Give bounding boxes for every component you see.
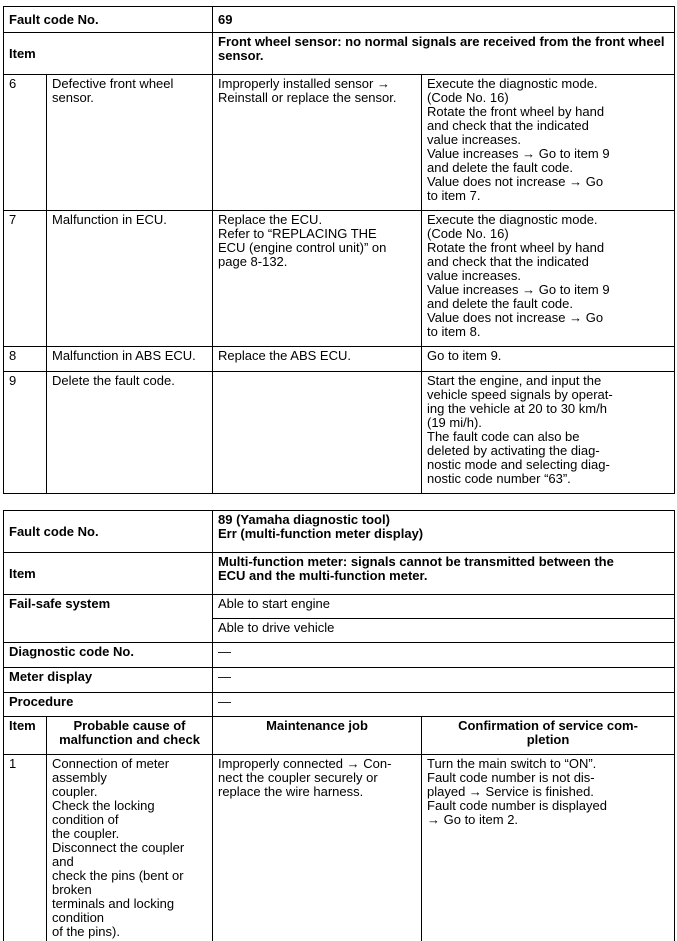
diagnostic-code-label: Diagnostic code No.	[4, 643, 213, 668]
row-job: Replace the ECU. Refer to “REPLACING THE ECU (engine control unit)” on page 8-132.	[213, 211, 422, 347]
procedure-label: Procedure	[4, 693, 213, 717]
col-header-cause: Probable cause of malfunction and check	[47, 717, 213, 755]
item-value: Multi-function meter: signals cannot be transmitted between the ECU and the multi-function meter.	[213, 553, 675, 595]
row-item-no: 6	[4, 75, 47, 211]
row-job: Replace the ABS ECU.	[213, 347, 422, 372]
row-cause: Defective front wheel sensor.	[47, 75, 213, 211]
table-row	[4, 372, 675, 494]
fault-code-69-table	[3, 6, 675, 494]
row-job	[213, 372, 422, 494]
row-confirm: Go to item 9.	[422, 347, 675, 372]
fault-code-label: Fault code No.	[4, 511, 213, 553]
row-item-no: 7	[4, 211, 47, 347]
failsafe-value: Able to start engine	[213, 595, 675, 619]
row-confirm: Execute the diagnostic mode. (Code No. 16) Rotate the front wheel by hand and check that the indicated value increases. Value increases → Go to item 9 and delete the fault code. Value does not increase → Go to item 8.	[422, 211, 675, 347]
col-header-job: Maintenance job	[213, 717, 422, 755]
meter-display-value: —	[213, 668, 675, 693]
failsafe-label: Fail-safe system	[4, 595, 213, 643]
fault-code-89-table	[3, 510, 675, 941]
row-cause: Malfunction in ABS ECU.	[47, 347, 213, 372]
diagnostic-code-value: —	[213, 643, 675, 668]
row-cause: Delete the fault code.	[47, 372, 213, 494]
col-header-item: Item	[4, 717, 47, 755]
row-item-no: 8	[4, 347, 47, 372]
row-cause: Connection of meter assembly coupler. Check the locking condition of the coupler. Disconnect the coupler and check the pins (bent or broken terminals and locking condition of the pins).	[47, 755, 213, 941]
table-row	[4, 347, 675, 372]
item-label: Item	[4, 553, 213, 595]
column-header-row	[4, 717, 675, 755]
meter-display-label: Meter display	[4, 668, 213, 693]
row-item-no: 1	[4, 755, 47, 941]
item-value: Front wheel sensor: no normal signals are received from the front wheel sensor.	[213, 33, 675, 75]
fault-code-value: 89 (Yamaha diagnostic tool) Err (multi-function meter display)	[213, 511, 675, 553]
row-item-no: 9	[4, 372, 47, 494]
table-row	[4, 75, 675, 211]
row-confirm: Execute the diagnostic mode. (Code No. 16) Rotate the front wheel by hand and check that the indicated value increases. Value increases → Go to item 9 and delete the fault code. Value does not increase → Go to item 7.	[422, 75, 675, 211]
procedure-value: —	[213, 693, 675, 717]
item-label: Item	[4, 33, 213, 75]
failsafe-value: Able to drive vehicle	[213, 619, 675, 643]
col-header-confirm: Confirmation of service com- pletion	[422, 717, 675, 755]
row-confirm: Start the engine, and input the vehicle speed signals by operat- ing the vehicle at 20 to 30 km/h (19 mi/h). The fault code can also be deleted by activating the diag- nostic mode and selecting diag- nostic code number “63”.	[422, 372, 675, 494]
table-row	[4, 755, 675, 941]
fault-code-label: Fault code No.	[4, 7, 213, 33]
row-job: Improperly connected → Con- nect the coupler securely or replace the wire harness.	[213, 755, 422, 941]
table-row	[4, 211, 675, 347]
row-job: Improperly installed sensor → Reinstall or replace the sensor.	[213, 75, 422, 211]
row-confirm: Turn the main switch to “ON”. Fault code number is not dis- played → Service is finished. Fault code number is displayed → Go to item 2.	[422, 755, 675, 941]
fault-code-value: 69	[213, 7, 675, 33]
row-cause: Malfunction in ECU.	[47, 211, 213, 347]
